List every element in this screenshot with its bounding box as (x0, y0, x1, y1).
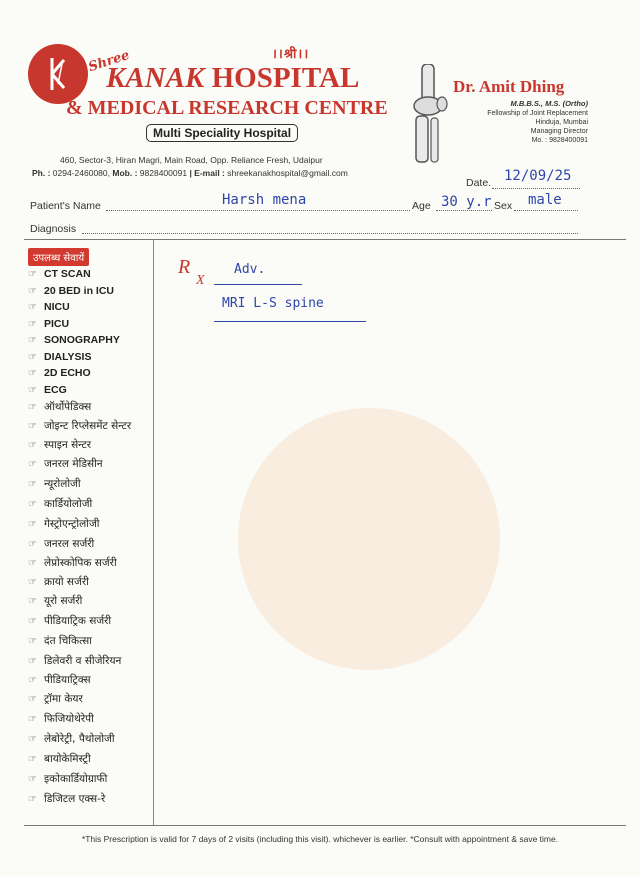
pointing-hand-icon: ☞ (28, 351, 37, 363)
hospital-address: 460, Sector-3, Hiran Magri, Main Road, Opp. Reliance Fresh, Udaipur (60, 155, 323, 165)
rx-symbol-x: X (196, 273, 205, 288)
knee-joint-icon (408, 64, 450, 164)
pointing-hand-icon: ☞ (28, 714, 37, 725)
service-item-label: 2D ECHO (44, 367, 91, 379)
pointing-hand-icon: ☞ (28, 459, 37, 470)
phone-label: Ph. : (32, 168, 51, 178)
watermark-logo (238, 408, 500, 670)
service-item (28, 477, 131, 497)
service-item-label: कार्डियोलोजी (44, 498, 93, 510)
pointing-hand-icon: ☞ (28, 499, 37, 510)
speciality-badge: Multi Speciality Hospital (146, 124, 298, 142)
footer-note: *This Prescription is valid for 7 days of 2 visits (including this visit). whichever is earlier. *Consult with appointment & save time. (81, 834, 559, 844)
prescription-line-1: Adv. (234, 262, 266, 277)
service-item-label: NICU (44, 301, 70, 313)
pointing-hand-icon: ☞ (28, 577, 37, 588)
pointing-hand-icon: ☞ (28, 440, 37, 451)
service-item-label: जोइन्ट रिप्लेसमेंट सेन्टर (44, 420, 132, 432)
service-item (28, 334, 131, 351)
service-item-label: न्यूरोलोजी (44, 478, 81, 490)
pointing-hand-icon: ☞ (28, 754, 37, 765)
service-item (28, 351, 131, 368)
service-item (28, 634, 131, 654)
service-item (28, 712, 131, 732)
services-list (28, 268, 131, 812)
doctor-mobile: Mo. : 9828400091 (531, 137, 588, 144)
service-item (28, 654, 131, 673)
service-item (28, 400, 131, 419)
service-item-label: SONOGRAPHY (44, 334, 120, 346)
service-item-label: इकोकार्डियोग्राफी (44, 773, 108, 785)
hospital-contact (32, 168, 348, 178)
pointing-hand-icon: ☞ (28, 421, 37, 432)
pointing-hand-icon: ☞ (28, 302, 37, 313)
service-item (28, 268, 131, 285)
shree-label: Shree (86, 47, 132, 76)
pointing-hand-icon: ☞ (28, 558, 37, 569)
mobile-value: 9828400091 (139, 168, 188, 178)
sidebar-divider (153, 240, 154, 825)
logo-mark-icon (28, 44, 88, 104)
pointing-hand-icon: ☞ (28, 694, 37, 705)
service-item-label: डिलेवरी व सीजेरियन (44, 655, 122, 667)
service-item-label: ट्रॉमा केयर (44, 693, 83, 705)
date-label: Date. (466, 177, 492, 189)
service-item-label: फिजियोथेरेपी (44, 713, 94, 725)
pointing-hand-icon: ☞ (28, 402, 37, 413)
services-title: उपलब्ध सेवायें (28, 248, 89, 266)
pointing-hand-icon: ☞ (28, 384, 37, 396)
service-item (28, 318, 131, 335)
service-item (28, 497, 131, 517)
service-item-label: 20 BED in ICU (44, 284, 115, 297)
email-label: | E-mail : (189, 168, 225, 178)
pointing-hand-icon: ☞ (28, 636, 37, 647)
service-item (28, 367, 131, 384)
service-item-label: PICU (44, 317, 70, 330)
service-item-label: लेबोरेट्री, पैथोलोजी (44, 733, 115, 745)
service-item (28, 438, 131, 457)
doctor-fellowship: Fellowship of Joint Replacement (487, 110, 588, 117)
pointing-hand-icon: ☞ (28, 734, 37, 745)
service-item (28, 692, 131, 712)
service-item (28, 457, 131, 477)
service-item-label: यूरो सर्जरी (44, 595, 83, 607)
doctor-role: Managing Director (530, 128, 588, 135)
header-divider (24, 239, 626, 240)
service-item (28, 384, 131, 401)
service-item (28, 419, 131, 438)
service-item (28, 673, 131, 692)
pointing-hand-icon: ☞ (28, 656, 37, 667)
doctor-degree: M.B.B.S., M.S. (Ortho) (510, 99, 588, 108)
service-item-label: क्रायो सर्जरी (44, 576, 89, 588)
service-item (28, 772, 131, 792)
diagnosis-label: Diagnosis (30, 223, 77, 235)
pointing-hand-icon: ☞ (28, 479, 37, 490)
service-item (28, 614, 131, 634)
patient-name-value[interactable]: Harsh mena (222, 192, 307, 208)
service-item-label: गेस्ट्रोएन्ट्रोलोजी (44, 518, 100, 530)
pointing-hand-icon: ☞ (28, 539, 37, 550)
service-item (28, 792, 131, 812)
service-item (28, 752, 131, 772)
pointing-hand-icon: ☞ (28, 269, 37, 280)
service-item (28, 732, 131, 752)
hospital-name-rest: HOSPITAL (204, 62, 360, 94)
pointing-hand-icon: ☞ (28, 596, 37, 607)
service-item-label: दंत चिकित्सा (44, 635, 92, 647)
mobile-label: Mob. : (112, 168, 138, 178)
phone-value: 0294-2460080, (52, 168, 110, 178)
service-item-label: ऑर्थोपेडिक्स (44, 401, 92, 413)
service-item-label: डिजिटल एक्स-रे (44, 793, 106, 805)
pointing-hand-icon: ☞ (28, 774, 37, 785)
pointing-hand-icon: ☞ (28, 285, 37, 297)
service-item (28, 285, 131, 302)
pointing-hand-icon: ☞ (28, 318, 37, 330)
pointing-hand-icon: ☞ (28, 335, 37, 346)
service-item-label: जनरल मेडिसीन (44, 458, 103, 470)
service-item-label: लेप्रोस्कोपिक सर्जरी (44, 557, 117, 569)
shri-heading: ।।श्री।। (272, 47, 310, 62)
service-item-label: ECG (44, 383, 67, 396)
pointing-hand-icon: ☞ (28, 675, 37, 686)
hospital-name-kanak: KANAK (106, 62, 205, 94)
hospital-subtitle: & MEDICAL RESEARCH CENTRE (66, 97, 388, 119)
service-item-label: जनरल सर्जरी (44, 538, 95, 550)
hospital-logo (28, 44, 88, 104)
email-value: shreekanakhospital@gmail.com (227, 168, 348, 178)
doctor-fellowship-place: Hinduja, Mumbai (535, 119, 588, 126)
service-item (28, 537, 131, 556)
prescription-underline-1 (214, 284, 302, 285)
pointing-hand-icon: ☞ (28, 794, 37, 805)
date-value[interactable]: 12/09/25 (504, 168, 572, 184)
service-item-label: स्पाइन सेन्टर (44, 439, 92, 451)
age-value[interactable]: 30 y.r (441, 194, 492, 210)
footer-divider (24, 825, 626, 826)
service-item (28, 556, 131, 575)
age-label: Age (412, 200, 431, 212)
service-item-label: DIALYSIS (44, 350, 92, 363)
sex-value[interactable]: male (528, 192, 562, 208)
prescription-underline-2 (214, 321, 366, 322)
patient-name-label: Patient's Name (30, 200, 101, 212)
hospital-name (106, 62, 359, 95)
service-item-label: CT SCAN (44, 268, 91, 280)
prescription-line-2: MRI L-S spine (222, 296, 324, 311)
service-item-label: पीडियाट्रिक्स (44, 674, 91, 686)
pointing-hand-icon: ☞ (28, 368, 37, 379)
service-item (28, 594, 131, 614)
service-item (28, 301, 131, 318)
service-item (28, 517, 131, 537)
rx-symbol-r: R (178, 256, 191, 278)
pointing-hand-icon: ☞ (28, 616, 37, 627)
sex-label: Sex (494, 200, 513, 212)
service-item (28, 575, 131, 594)
pointing-hand-icon: ☞ (28, 519, 37, 530)
doctor-name: Dr. Amit Dhing (453, 77, 565, 96)
service-item-label: पीडियाट्रिक सर्जरी (44, 615, 112, 627)
service-item-label: बायोकेमिस्ट्री (44, 753, 91, 765)
